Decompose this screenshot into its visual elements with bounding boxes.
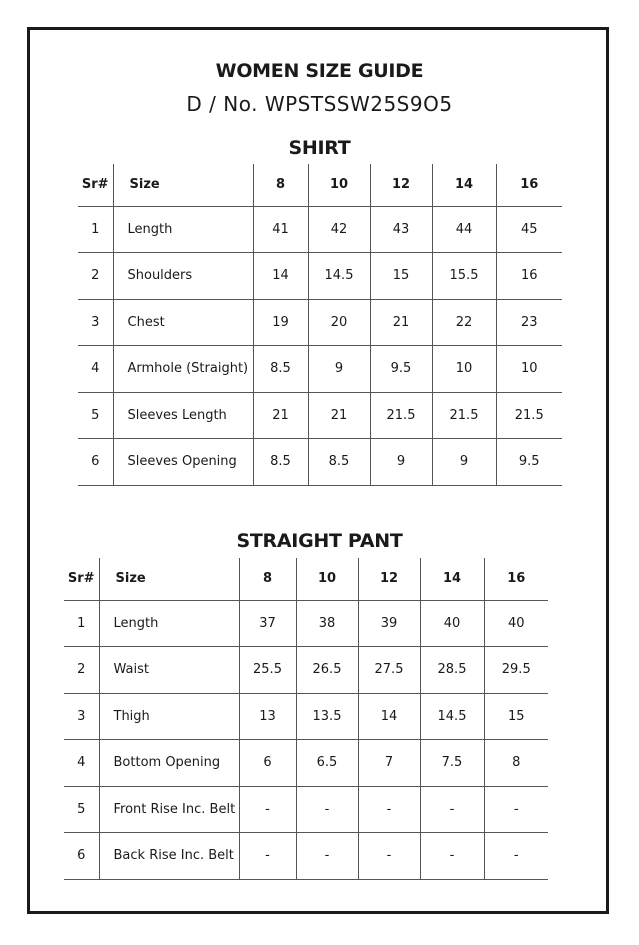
cell-sr: 5 <box>64 786 99 833</box>
cell-size-14: 7.5 <box>420 740 484 787</box>
table-row <box>78 439 562 486</box>
cell-size-14: 22 <box>432 299 496 346</box>
cell-measurement: Thigh <box>99 693 239 740</box>
cell-size-8: 25.5 <box>239 647 296 694</box>
cell-measurement: Sleeves Opening <box>113 439 253 486</box>
cell-measurement: Waist <box>99 647 239 694</box>
cell-sr: 6 <box>64 833 99 880</box>
cell-measurement: Length <box>113 206 253 253</box>
cell-size-14: 21.5 <box>432 392 496 439</box>
cell-size-14: 28.5 <box>420 647 484 694</box>
column-header-12: 12 <box>358 558 420 600</box>
column-header-size: Size <box>99 558 239 600</box>
cell-size-16: 15 <box>484 693 548 740</box>
cell-size-8: 8.5 <box>253 346 308 393</box>
cell-measurement: Bottom Opening <box>99 740 239 787</box>
cell-size-16: 10 <box>496 346 562 393</box>
cell-sr: 2 <box>64 647 99 694</box>
cell-size-16: 29.5 <box>484 647 548 694</box>
column-header-sr: Sr# <box>64 558 99 600</box>
cell-size-16: - <box>484 786 548 833</box>
cell-sr: 6 <box>78 439 113 486</box>
cell-size-10: 8.5 <box>308 439 370 486</box>
cell-size-8: 14 <box>253 253 308 300</box>
cell-size-8: - <box>239 833 296 880</box>
pant-section-title: STRAIGHT PANT <box>236 530 403 552</box>
cell-size-14: 40 <box>420 600 484 647</box>
design-number: D / No. WPSTSSW25S9O5 <box>186 92 453 116</box>
cell-measurement: Armhole (Straight) <box>113 346 253 393</box>
cell-measurement: Length <box>99 600 239 647</box>
cell-size-10: 13.5 <box>296 693 358 740</box>
column-header-10: 10 <box>296 558 358 600</box>
table-row <box>64 740 548 787</box>
shirt-size-table <box>78 164 562 486</box>
column-header-16: 16 <box>496 164 562 206</box>
column-header-10: 10 <box>308 164 370 206</box>
cell-size-16: 16 <box>496 253 562 300</box>
column-header-8: 8 <box>253 164 308 206</box>
cell-size-12: 27.5 <box>358 647 420 694</box>
cell-size-10: - <box>296 833 358 880</box>
cell-size-16: 9.5 <box>496 439 562 486</box>
cell-size-12: 21.5 <box>370 392 432 439</box>
cell-size-12: 7 <box>358 740 420 787</box>
column-header-8: 8 <box>239 558 296 600</box>
cell-size-14: 15.5 <box>432 253 496 300</box>
cell-size-14: - <box>420 833 484 880</box>
cell-size-8: 19 <box>253 299 308 346</box>
cell-sr: 3 <box>78 299 113 346</box>
cell-sr: 1 <box>64 600 99 647</box>
cell-size-10: - <box>296 786 358 833</box>
cell-sr: 4 <box>78 346 113 393</box>
cell-measurement: Front Rise Inc. Belt <box>99 786 239 833</box>
cell-size-16: 21.5 <box>496 392 562 439</box>
table-row <box>64 693 548 740</box>
cell-size-10: 38 <box>296 600 358 647</box>
cell-measurement: Back Rise Inc. Belt <box>99 833 239 880</box>
cell-size-10: 6.5 <box>296 740 358 787</box>
column-header-14: 14 <box>432 164 496 206</box>
cell-size-8: 21 <box>253 392 308 439</box>
cell-sr: 1 <box>78 206 113 253</box>
cell-measurement: Shoulders <box>113 253 253 300</box>
table-header-row <box>78 164 562 206</box>
table-header-row <box>64 558 548 600</box>
table-row <box>78 346 562 393</box>
cell-size-8: - <box>239 786 296 833</box>
cell-measurement: Sleeves Length <box>113 392 253 439</box>
table-row <box>78 392 562 439</box>
cell-size-8: 13 <box>239 693 296 740</box>
column-header-size: Size <box>113 164 253 206</box>
table-row <box>78 299 562 346</box>
cell-size-12: 39 <box>358 600 420 647</box>
table-row <box>78 253 562 300</box>
column-header-16: 16 <box>484 558 548 600</box>
cell-size-8: 41 <box>253 206 308 253</box>
column-header-12: 12 <box>370 164 432 206</box>
column-header-sr: Sr# <box>78 164 113 206</box>
cell-sr: 5 <box>78 392 113 439</box>
cell-size-12: 9.5 <box>370 346 432 393</box>
cell-size-14: 10 <box>432 346 496 393</box>
cell-size-10: 20 <box>308 299 370 346</box>
cell-size-12: 21 <box>370 299 432 346</box>
cell-size-12: 43 <box>370 206 432 253</box>
cell-size-14: 44 <box>432 206 496 253</box>
shirt-section-title: SHIRT <box>288 137 351 159</box>
cell-size-8: 8.5 <box>253 439 308 486</box>
page-title: WOMEN SIZE GUIDE <box>215 60 424 82</box>
cell-size-16: 23 <box>496 299 562 346</box>
cell-sr: 3 <box>64 693 99 740</box>
cell-size-14: - <box>420 786 484 833</box>
pant-size-table <box>64 558 548 880</box>
cell-size-10: 9 <box>308 346 370 393</box>
cell-size-10: 21 <box>308 392 370 439</box>
table-row <box>78 206 562 253</box>
cell-size-8: 6 <box>239 740 296 787</box>
table-row <box>64 786 548 833</box>
cell-size-12: 9 <box>370 439 432 486</box>
cell-size-10: 14.5 <box>308 253 370 300</box>
cell-size-14: 14.5 <box>420 693 484 740</box>
table-row <box>64 647 548 694</box>
cell-size-10: 42 <box>308 206 370 253</box>
cell-size-10: 26.5 <box>296 647 358 694</box>
table-row <box>64 600 548 647</box>
cell-size-12: - <box>358 786 420 833</box>
cell-size-12: 14 <box>358 693 420 740</box>
cell-sr: 4 <box>64 740 99 787</box>
cell-size-16: 40 <box>484 600 548 647</box>
cell-size-16: 45 <box>496 206 562 253</box>
cell-size-12: - <box>358 833 420 880</box>
column-header-14: 14 <box>420 558 484 600</box>
cell-size-8: 37 <box>239 600 296 647</box>
cell-size-12: 15 <box>370 253 432 300</box>
cell-size-16: 8 <box>484 740 548 787</box>
cell-measurement: Chest <box>113 299 253 346</box>
cell-size-14: 9 <box>432 439 496 486</box>
cell-size-16: - <box>484 833 548 880</box>
table-row <box>64 833 548 880</box>
cell-sr: 2 <box>78 253 113 300</box>
